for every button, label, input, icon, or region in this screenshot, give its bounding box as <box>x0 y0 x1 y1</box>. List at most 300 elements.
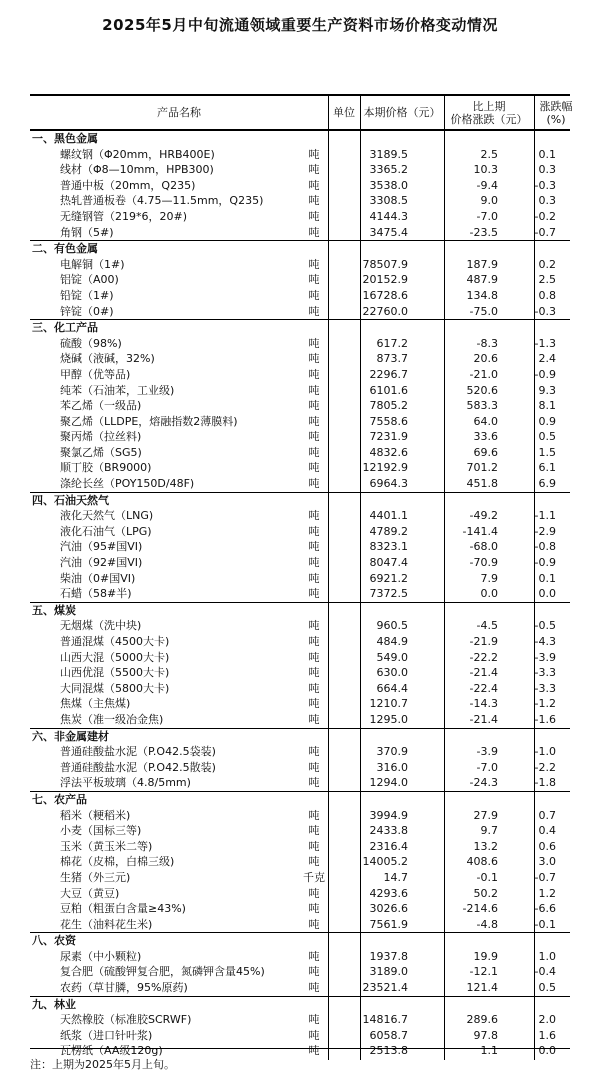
change-cell: 19.9 <box>473 949 498 963</box>
price-cell: 23521.4 <box>362 981 408 995</box>
change-cell: -4.5 <box>476 619 498 633</box>
price-cell: 3189.0 <box>369 965 408 979</box>
price-cell: 8047.4 <box>369 556 408 570</box>
product-name: 大同混煤（5800大卡) <box>60 681 170 695</box>
table-row <box>30 524 570 540</box>
table-row <box>30 823 570 839</box>
product-name: 稻米（粳稻米) <box>60 808 131 822</box>
product-name: 普通中板（20mm，Q235) <box>60 178 196 192</box>
price-cell: 6964.3 <box>369 477 408 491</box>
category-label: 三、化工产品 <box>32 321 98 335</box>
product-name: 农药（草甘膦，95%原药) <box>60 981 188 995</box>
table-row <box>30 775 570 791</box>
pct-cell: 6.9 <box>538 477 556 491</box>
table-row <box>30 508 570 524</box>
product-name: 聚丙烯（拉丝料) <box>60 430 142 444</box>
unit-cell: 吨 <box>308 336 320 350</box>
table-row <box>30 712 570 728</box>
product-name: 烧碱（液碱，32%) <box>60 352 155 366</box>
unit-cell: 吨 <box>308 776 320 790</box>
unit-cell: 吨 <box>308 886 320 900</box>
product-name: 顺丁胶（BR9000) <box>60 461 152 475</box>
table-row <box>30 618 570 634</box>
change-cell: 7.9 <box>480 571 498 585</box>
product-name: 纯苯（石油苯，工业级) <box>60 383 175 397</box>
unit-cell: 吨 <box>308 524 320 538</box>
pct-cell: 0.3 <box>538 194 556 208</box>
product-name: 花生（油料花生米) <box>60 917 153 931</box>
pct-cell: 1.0 <box>538 949 556 963</box>
table-row <box>30 917 570 933</box>
unit-cell: 吨 <box>308 808 320 822</box>
table-row <box>30 476 570 492</box>
change-cell: -21.4 <box>469 712 498 726</box>
product-name: 螺纹钢（Φ20mm，HRB400E) <box>60 147 215 161</box>
pct-cell: 3.0 <box>538 855 556 869</box>
change-cell: -23.5 <box>469 225 498 239</box>
pct-cell: -1.1 <box>534 509 556 523</box>
table-row <box>30 209 570 225</box>
change-cell: -7.0 <box>476 209 498 223</box>
price-cell: 873.7 <box>376 352 408 366</box>
unit-cell: 吨 <box>308 855 320 869</box>
change-cell: 10.3 <box>473 163 498 177</box>
unit-cell: 吨 <box>308 509 320 523</box>
pct-cell: -1.2 <box>534 697 556 711</box>
unit-cell: 吨 <box>308 949 320 963</box>
price-cell: 22760.0 <box>362 304 408 318</box>
price-cell: 8323.1 <box>369 540 408 554</box>
price-cell: 6101.6 <box>369 383 408 397</box>
product-name: 瓦楞纸（AA级120g) <box>60 1044 163 1058</box>
product-name: 液化天然气（LNG) <box>60 509 154 523</box>
pct-cell: 0.8 <box>538 288 556 302</box>
unit-cell: 吨 <box>308 1028 320 1042</box>
product-name: 甲醇（优等品) <box>60 367 131 381</box>
category-label: 二、有色金属 <box>32 242 98 256</box>
table-row <box>30 162 570 178</box>
unit-cell: 吨 <box>308 257 320 271</box>
table-row <box>30 1012 570 1028</box>
change-cell: 2.5 <box>480 147 498 161</box>
category-row <box>30 728 570 745</box>
product-name: 天然橡胶（标准胶SCRWF) <box>60 1013 192 1027</box>
table-row <box>30 225 570 241</box>
pct-cell: 9.3 <box>538 383 556 397</box>
unit-cell: 吨 <box>308 147 320 161</box>
table-row <box>30 808 570 824</box>
change-cell: -0.1 <box>476 870 498 884</box>
category-label: 四、石油天然气 <box>32 493 109 507</box>
table-row <box>30 398 570 414</box>
change-cell: -21.9 <box>469 635 498 648</box>
unit-cell: 吨 <box>308 194 320 208</box>
pct-cell: 1.6 <box>538 1028 556 1042</box>
product-name: 焦煤（主焦煤) <box>60 697 131 711</box>
table-row <box>30 980 570 996</box>
footnote: 注：上期为2025年5月上旬。 <box>30 1058 175 1071</box>
unit-cell: 吨 <box>308 902 320 916</box>
price-cell: 16728.6 <box>362 288 408 302</box>
product-name: 浮法平板玻璃（4.8/5mm) <box>60 776 191 790</box>
unit-cell: 千克 <box>303 870 325 884</box>
price-cell: 617.2 <box>376 336 408 350</box>
change-cell: 121.4 <box>466 981 498 995</box>
pct-cell: 0.1 <box>538 571 556 585</box>
pct-cell: 8.1 <box>538 399 556 413</box>
unit-cell: 吨 <box>308 1013 320 1027</box>
unit-cell: 吨 <box>308 540 320 554</box>
pct-cell: 0.3 <box>538 163 556 177</box>
price-cell: 960.5 <box>376 619 408 633</box>
product-name: 玉米（黄玉米二等) <box>60 839 153 853</box>
pct-cell: -0.3 <box>534 304 556 318</box>
unit-cell: 吨 <box>308 635 320 648</box>
product-name: 锌锭（0#) <box>60 304 114 318</box>
change-cell: 134.8 <box>466 288 498 302</box>
product-name: 尿素（中小颗粒) <box>60 949 142 963</box>
table-row <box>30 147 570 163</box>
pct-cell: 0.1 <box>538 147 556 161</box>
change-cell: 97.8 <box>473 1028 498 1042</box>
change-cell: 187.9 <box>466 257 498 271</box>
category-row <box>30 492 570 509</box>
category-row <box>30 240 570 257</box>
header-pct: 涨跌幅(%) <box>539 99 573 126</box>
change-cell: -21.0 <box>469 367 498 381</box>
price-cell: 3365.2 <box>369 163 408 177</box>
category-row <box>30 130 570 147</box>
pct-cell: -0.8 <box>534 540 556 554</box>
pct-cell: 1.5 <box>538 445 556 459</box>
price-cell: 3994.9 <box>369 808 408 822</box>
product-name: 苯乙烯（一级品) <box>60 399 142 413</box>
product-name: 山西大混（5000大卡) <box>60 650 170 664</box>
unit-cell: 吨 <box>308 619 320 633</box>
price-table <box>30 94 573 1059</box>
unit-cell: 吨 <box>308 352 320 366</box>
change-cell: 9.7 <box>480 824 498 838</box>
table-row <box>30 272 570 288</box>
price-cell: 6058.7 <box>369 1028 408 1042</box>
unit-cell: 吨 <box>308 745 320 759</box>
price-cell: 2296.7 <box>369 367 408 381</box>
table-row <box>30 949 570 965</box>
price-cell: 4401.1 <box>369 509 408 523</box>
pct-cell: 0.5 <box>538 981 556 995</box>
header-change-line2: 价格涨跌（元） <box>450 112 528 126</box>
unit-cell: 吨 <box>308 178 320 192</box>
header-price: 本期价格（元） <box>363 106 441 119</box>
unit-cell: 吨 <box>308 839 320 853</box>
category-label: 七、农产品 <box>32 792 87 806</box>
change-cell: 0.0 <box>480 587 498 601</box>
price-cell: 3026.6 <box>369 902 408 916</box>
pct-cell: -1.6 <box>534 712 556 726</box>
change-cell: -4.8 <box>476 917 498 931</box>
pct-cell: -2.2 <box>534 760 556 774</box>
product-name: 铝锭（A00) <box>60 273 119 287</box>
price-cell: 2433.8 <box>369 824 408 838</box>
product-name: 普通硅酸盐水泥（P.O42.5散装) <box>60 760 216 774</box>
change-cell: -214.6 <box>462 902 498 916</box>
pct-cell: 0.0 <box>538 587 556 601</box>
price-cell: 20152.9 <box>362 273 408 287</box>
unit-cell: 吨 <box>308 712 320 726</box>
page-title: 2025年5月中旬流通领域重要生产资料市场价格变动情况 <box>102 16 498 34</box>
table-row <box>30 460 570 476</box>
price-cell: 4832.6 <box>369 445 408 459</box>
unit-cell: 吨 <box>308 477 320 491</box>
price-cell: 484.9 <box>376 635 408 648</box>
price-cell: 7558.6 <box>369 414 408 428</box>
price-cell: 2513.8 <box>369 1044 408 1058</box>
pct-cell: 0.7 <box>538 808 556 822</box>
product-name: 汽油（92#国VI) <box>60 556 143 570</box>
change-cell: -8.3 <box>476 336 498 350</box>
product-name: 无缝钢管（219*6，20#) <box>60 209 187 223</box>
pct-cell: -3.9 <box>534 650 556 664</box>
unit-cell: 吨 <box>308 414 320 428</box>
pct-cell: 0.9 <box>538 414 556 428</box>
pct-cell: 0.4 <box>538 824 556 838</box>
category-row <box>30 602 570 619</box>
table-row <box>30 681 570 697</box>
product-name: 焦炭（准一级冶金焦) <box>60 712 164 726</box>
pct-cell: 1.2 <box>538 886 556 900</box>
header-change <box>444 96 534 129</box>
pct-cell: -0.4 <box>534 965 556 979</box>
change-cell: 451.8 <box>466 477 498 491</box>
unit-cell: 吨 <box>308 556 320 570</box>
category-row <box>30 996 570 1013</box>
table-row <box>30 1028 570 1044</box>
table-row <box>30 351 570 367</box>
category-label: 八、农资 <box>32 934 76 948</box>
change-cell: 69.6 <box>473 445 498 459</box>
change-cell: -141.4 <box>462 524 498 538</box>
price-cell: 1295.0 <box>369 712 408 726</box>
table-row <box>30 304 570 320</box>
change-cell: 33.6 <box>473 430 498 444</box>
unit-cell: 吨 <box>308 304 320 318</box>
table-header <box>30 94 573 130</box>
price-cell: 370.9 <box>376 745 408 759</box>
change-cell: 487.9 <box>466 273 498 287</box>
product-name: 山西优混（5500大卡) <box>60 666 170 680</box>
unit-cell: 吨 <box>308 760 320 774</box>
pct-cell: -0.7 <box>534 225 556 239</box>
price-cell: 316.0 <box>376 760 408 774</box>
change-cell: -22.2 <box>469 650 498 664</box>
table-row <box>30 555 570 571</box>
price-cell: 6921.2 <box>369 571 408 585</box>
pct-cell: 2.4 <box>538 352 556 366</box>
change-cell: 289.6 <box>466 1013 498 1027</box>
header-name: 产品名称 <box>157 106 201 119</box>
table-row <box>30 539 570 555</box>
price-cell: 12192.9 <box>362 461 408 475</box>
price-cell: 549.0 <box>376 650 408 664</box>
product-name: 涤纶长丝（POY150D/48F) <box>60 477 195 491</box>
price-cell: 3189.5 <box>369 147 408 161</box>
unit-cell: 吨 <box>308 430 320 444</box>
table-row <box>30 288 570 304</box>
category-row <box>30 791 570 808</box>
product-name: 生猪（外三元) <box>60 870 131 884</box>
table-body <box>30 130 570 1059</box>
table-row <box>30 414 570 430</box>
category-row <box>30 932 570 949</box>
unit-cell: 吨 <box>308 1044 320 1058</box>
table-row <box>30 257 570 273</box>
product-name: 豆粕（粗蛋白含量≥43%) <box>60 902 186 916</box>
unit-cell: 吨 <box>308 917 320 931</box>
table-row <box>30 870 570 886</box>
price-cell: 1937.8 <box>369 949 408 963</box>
unit-cell: 吨 <box>308 571 320 585</box>
pct-cell: -6.6 <box>534 902 556 916</box>
unit-cell: 吨 <box>308 697 320 711</box>
unit-cell: 吨 <box>308 650 320 664</box>
unit-cell: 吨 <box>308 288 320 302</box>
pct-cell: -1.0 <box>534 745 556 759</box>
product-name: 热轧普通板卷（4.75—11.5mm，Q235) <box>60 194 264 208</box>
table-row <box>30 586 570 602</box>
product-name: 液化石油气（LPG) <box>60 524 152 538</box>
table-row <box>30 193 570 209</box>
pct-cell: -1.3 <box>534 336 556 350</box>
pct-cell: -0.1 <box>534 917 556 931</box>
product-name: 铅锭（1#) <box>60 288 114 302</box>
pct-cell: 0.6 <box>538 839 556 853</box>
price-cell: 7372.5 <box>369 587 408 601</box>
change-cell: -22.4 <box>469 681 498 695</box>
change-cell: -70.9 <box>469 556 498 570</box>
table-row <box>30 696 570 712</box>
pct-cell: -0.5 <box>534 619 556 633</box>
unit-cell: 吨 <box>308 209 320 223</box>
change-cell: 20.6 <box>473 352 498 366</box>
change-cell: 408.6 <box>466 855 498 869</box>
change-cell: 9.0 <box>480 194 498 208</box>
table-row <box>30 429 570 445</box>
product-name: 线材（Φ8—10mm，HPB300) <box>60 163 214 177</box>
table-row <box>30 178 570 194</box>
pct-cell: -2.9 <box>534 524 556 538</box>
unit-cell: 吨 <box>308 681 320 695</box>
change-cell: 64.0 <box>473 414 498 428</box>
change-cell: 27.9 <box>473 808 498 822</box>
price-cell: 14.7 <box>383 870 408 884</box>
pct-cell: 6.1 <box>538 461 556 475</box>
unit-cell: 吨 <box>308 163 320 177</box>
category-label: 六、非金属建材 <box>32 729 109 743</box>
price-cell: 4789.2 <box>369 524 408 538</box>
product-name: 石蜡（58#半) <box>60 587 132 601</box>
unit-cell: 吨 <box>308 461 320 475</box>
change-cell: -49.2 <box>469 509 498 523</box>
price-cell: 78507.9 <box>362 257 408 271</box>
category-row <box>30 319 570 336</box>
pct-cell: -0.9 <box>534 556 556 570</box>
price-cell: 664.4 <box>376 681 408 695</box>
table-row <box>30 336 570 352</box>
product-name: 电解铜（1#) <box>60 257 125 271</box>
table-row <box>30 886 570 902</box>
change-cell: 13.2 <box>473 839 498 853</box>
table-row <box>30 367 570 383</box>
change-cell: -9.4 <box>476 178 498 192</box>
category-label: 五、煤炭 <box>32 603 76 617</box>
unit-cell: 吨 <box>308 824 320 838</box>
change-cell: 701.2 <box>466 461 498 475</box>
unit-cell: 吨 <box>308 965 320 979</box>
table-row <box>30 760 570 776</box>
price-cell: 7561.9 <box>369 917 408 931</box>
change-cell: -21.4 <box>469 666 498 680</box>
change-cell: -68.0 <box>469 540 498 554</box>
unit-cell: 吨 <box>308 587 320 601</box>
price-cell: 3538.0 <box>369 178 408 192</box>
change-cell: 520.6 <box>466 383 498 397</box>
table-row <box>30 964 570 980</box>
product-name: 大豆（黄豆) <box>60 886 120 900</box>
unit-cell: 吨 <box>308 445 320 459</box>
change-cell: 1.1 <box>480 1044 498 1058</box>
change-cell: 50.2 <box>473 886 498 900</box>
pct-cell: -3.3 <box>534 681 556 695</box>
table-row <box>30 901 570 917</box>
pct-cell: 0.0 <box>538 1044 556 1058</box>
category-label: 一、黑色金属 <box>32 132 98 145</box>
price-cell: 14816.7 <box>362 1013 408 1027</box>
price-cell: 7231.9 <box>369 430 408 444</box>
price-cell: 7805.2 <box>369 399 408 413</box>
product-name: 普通混煤（4500大卡) <box>60 635 170 648</box>
change-cell: 583.3 <box>466 399 498 413</box>
pct-cell: 2.5 <box>538 273 556 287</box>
pct-cell: -0.7 <box>534 870 556 884</box>
price-cell: 3308.5 <box>369 194 408 208</box>
price-cell: 630.0 <box>376 666 408 680</box>
header-change-line1: 比上期 <box>472 99 506 113</box>
product-name: 棉花（皮棉，白棉三级) <box>60 855 175 869</box>
change-cell: -7.0 <box>476 760 498 774</box>
price-cell: 1294.0 <box>369 776 408 790</box>
pct-cell: -3.3 <box>534 666 556 680</box>
pct-cell: -4.3 <box>534 635 556 648</box>
price-cell: 1210.7 <box>369 697 408 711</box>
table-row <box>30 383 570 399</box>
pct-cell: 0.2 <box>538 257 556 271</box>
table-row <box>30 650 570 666</box>
change-cell: -14.3 <box>469 697 498 711</box>
unit-cell: 吨 <box>308 383 320 397</box>
product-name: 普通硅酸盐水泥（P.O42.5袋装) <box>60 745 216 759</box>
product-name: 柴油（0#国VI) <box>60 571 136 585</box>
product-name: 硫酸（98%) <box>60 336 122 350</box>
product-name: 聚氯乙烯（SG5) <box>60 445 142 459</box>
price-cell: 4293.6 <box>369 886 408 900</box>
table-row <box>30 445 570 461</box>
pct-cell: -1.8 <box>534 776 556 790</box>
product-name: 角钢（5#) <box>60 225 114 239</box>
product-name: 复合肥（硫酸钾复合肥，氮磷钾含量45%) <box>60 965 265 979</box>
product-name: 无烟煤（洗中块) <box>60 619 142 633</box>
product-name: 汽油（95#国VI) <box>60 540 143 554</box>
header-unit: 单位 <box>333 106 355 119</box>
